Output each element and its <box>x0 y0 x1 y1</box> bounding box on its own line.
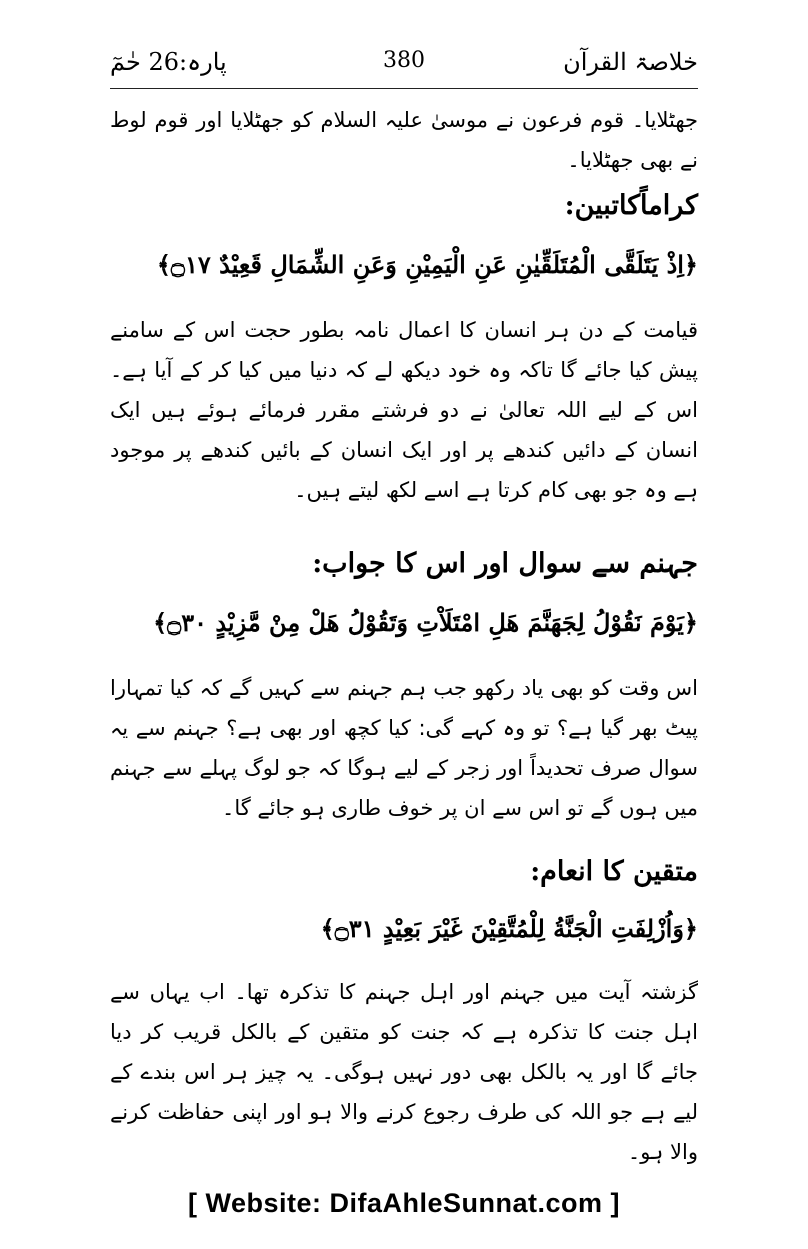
section-paragraph: قیامت کے دن ہر انسان کا اعمال نامہ بطور حجت اس کے سامنے پیش کیا جائے گا تاکہ وہ خود دیکھ لے کہ دنیا میں کیا کر کے آیا ہے۔ اس کے لیے اللہ تعالیٰ نے دو فرشتے مقرر فرمائے ہوئے ہیں ایک انسان کے دائیں کندھے پر اور ایک انسان کے بائیں کندھے پر موجود ہے وہ جو بھی کام کرتا ہے اسے لکھ لیتے ہیں۔ <box>110 318 698 502</box>
section-heading: جہنم سے سوال اور اس کا جواب: <box>312 548 698 579</box>
section-heading: متقین کا انعام: <box>530 856 698 887</box>
para-label: پارہ:26 حٰمٓ <box>110 48 227 76</box>
page-number: 380 <box>383 48 425 73</box>
intro-line: جھٹلایا۔ قوم فرعون نے موسیٰ علیہ السلام کو جھٹلایا اور قوم لوط نے بھی جھٹلایا۔ <box>110 108 698 172</box>
quran-verse: ﴿یَوْمَ نَقُوْلُ لِجَهَنَّمَ هَلِ امْتَلَاْتِ وَتَقُوْلُ هَلْ مِنْ مَّزِیْدٍ ۝٣٠﴾ <box>153 608 698 637</box>
book-title: خلاصۃ القرآن <box>563 48 698 76</box>
page-header <box>110 44 698 89</box>
section-paragraph: گزشتہ آیت میں جہنم اور اہل جہنم کا تذکرہ تھا۔ اب یہاں سے اہل جنت کا تذکرہ ہے کہ جنت کو متقین کے بالکل قریب کر دیا جائے گا اور یہ بالکل بھی دور نہیں ہوگی۔ یہ چیز ہر اس بندے کے لیے ہے جو اللہ کی طرف رجوع کرنے والا ہو اور اپنی حفاظت کرنے والا ہو۔ <box>110 980 698 1164</box>
website-footer: [ Website: DifaAhleSunnat.com ] <box>187 1188 621 1218</box>
section-paragraph: اس وقت کو بھی یاد رکھو جب ہم جہنم سے کہیں گے کہ کیا تمہارا پیٹ بھر گیا ہے؟ تو وہ کہے گی: کیا کچھ اور بھی ہے؟ جہنم سے یہ سوال صرف تحدیداً اور زجر کے لیے ہوگا کہ جو لوگ پہلے سے جہنم میں ہوں گے تو اس سے ان پر خوف طاری ہو جائے گا۔ <box>110 676 698 820</box>
section-heading: کراماًکاتبین: <box>564 190 698 221</box>
quran-verse: ﴿وَاُزْلِفَتِ الْجَنَّةُ لِلْمُتَّقِیْنَ غَیْرَ بَعِیْدٍ ۝٣١﴾ <box>320 914 698 943</box>
quran-verse: ﴿اِذْ یَتَلَقَّى الْمُتَلَقِّیٰنِ عَنِ الْیَمِیْنِ وَعَنِ الشِّمَالِ قَعِیْدٌ ۝١٧﴾ <box>156 250 698 279</box>
